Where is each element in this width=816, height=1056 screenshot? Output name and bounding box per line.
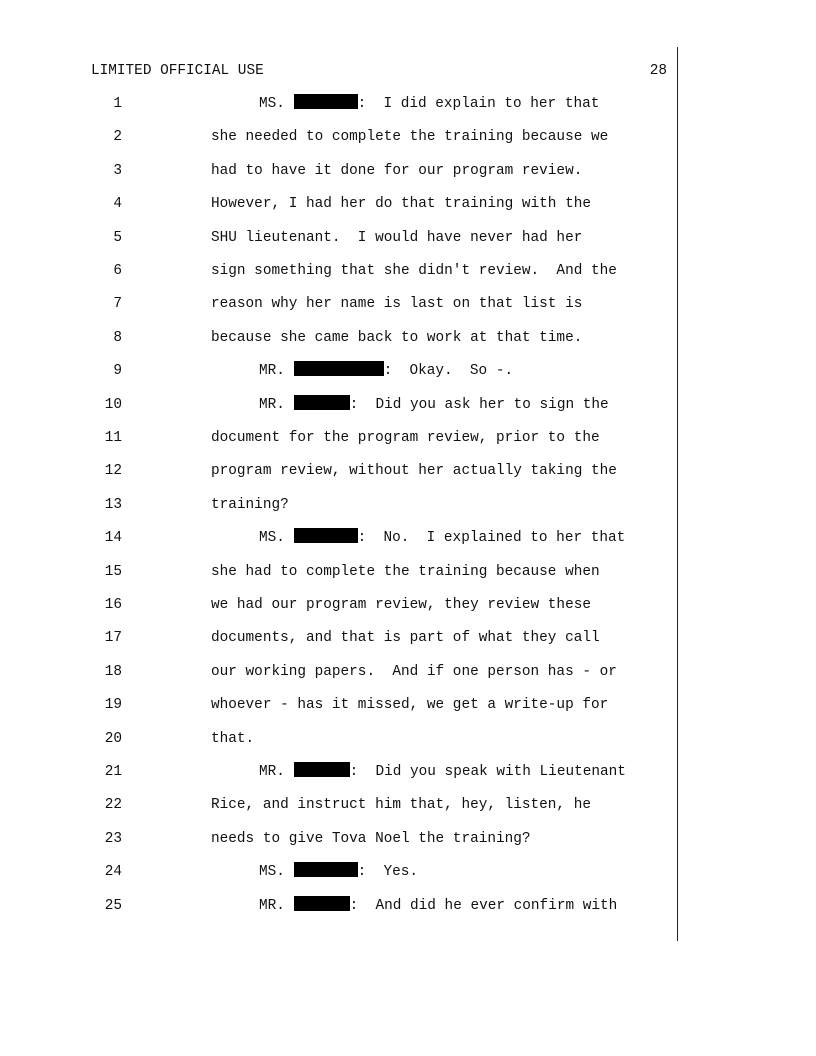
line-text: However, I had her do that training with the [211, 196, 591, 212]
transcript-line [211, 729, 254, 749]
transcript-line [259, 94, 599, 114]
line-text: program review, without her actually taking the [211, 463, 617, 479]
line-text: : Did you speak with Lieutenant [349, 764, 626, 780]
classification-label: LIMITED OFFICIAL USE [91, 63, 264, 79]
transcript-line [211, 461, 617, 481]
line-number: 23 [104, 831, 122, 847]
transcript-line [259, 361, 513, 381]
speaker-title: MR. [259, 397, 285, 413]
line-number: 24 [104, 864, 122, 880]
line-number: 25 [104, 898, 122, 914]
line-text: : Okay. So -. [383, 363, 514, 379]
line-text: our working papers. And if one person has - or [211, 664, 617, 680]
transcript-line [259, 395, 609, 415]
line-text: : No. I explained to her that [357, 530, 626, 546]
line-text: document for the program review, prior to the [211, 430, 600, 446]
redaction-box [294, 361, 384, 376]
transcript-line [211, 595, 591, 615]
line-number: 21 [104, 764, 122, 780]
line-text: needs to give Tova Noel the training? [211, 831, 531, 847]
redaction-box [294, 896, 350, 911]
line-text: training? [211, 497, 289, 513]
transcript-line [211, 261, 617, 281]
transcript-line [211, 228, 582, 248]
transcript-line [211, 161, 582, 181]
redaction-box [294, 395, 350, 410]
page-header [91, 61, 667, 81]
line-number: 6 [113, 263, 122, 279]
line-number: 7 [113, 296, 122, 312]
line-text: : Did you ask her to sign the [349, 397, 609, 413]
line-number: 1 [113, 96, 122, 112]
line-number: 19 [104, 697, 122, 713]
line-number: 15 [104, 564, 122, 580]
line-text: documents, and that is part of what they call [211, 630, 600, 646]
redaction-box [294, 862, 358, 877]
line-text: : And did he ever confirm with [349, 898, 618, 914]
speaker-title: MR. [259, 898, 285, 914]
speaker-title: MS. [259, 96, 285, 112]
transcript-line [259, 528, 625, 548]
line-text: that. [211, 731, 255, 747]
right-margin-rule [677, 47, 678, 941]
line-number: 20 [104, 731, 122, 747]
line-number: 11 [104, 430, 122, 446]
transcript-line [211, 294, 582, 314]
line-number: 14 [104, 530, 122, 546]
transcript-line [259, 896, 617, 916]
line-number: 2 [113, 129, 122, 145]
transcript-line [211, 562, 600, 582]
line-text: had to have it done for our program review. [211, 163, 583, 179]
transcript-line [259, 862, 418, 882]
speaker-title: MS. [259, 530, 285, 546]
speaker-title: MS. [259, 864, 285, 880]
transcript-line [211, 829, 531, 849]
line-text: we had our program review, they review these [211, 597, 591, 613]
line-text: : I did explain to her that [357, 96, 600, 112]
line-number: 12 [104, 463, 122, 479]
transcript-line [211, 127, 608, 147]
line-number: 22 [104, 797, 122, 813]
transcript-line [211, 662, 617, 682]
line-number: 4 [113, 196, 122, 212]
line-text: because she came back to work at that time. [211, 330, 583, 346]
redaction-box [294, 762, 350, 777]
transcript-line [211, 795, 591, 815]
line-text: she needed to complete the training because we [211, 129, 609, 145]
redaction-box [294, 528, 358, 543]
transcript-line [211, 194, 591, 214]
line-text: SHU lieutenant. I would have never had her [211, 230, 583, 246]
page-number: 28 [649, 63, 667, 79]
line-number: 3 [113, 163, 122, 179]
line-number: 13 [104, 497, 122, 513]
line-text: whoever - has it missed, we get a write-up for [211, 697, 609, 713]
transcript-line [211, 495, 289, 515]
transcript-line [211, 328, 582, 348]
line-number: 18 [104, 664, 122, 680]
transcript-line [259, 762, 626, 782]
line-number: 10 [104, 397, 122, 413]
transcript-line [211, 695, 608, 715]
line-number: 9 [113, 363, 122, 379]
line-number: 16 [104, 597, 122, 613]
redaction-box [294, 94, 358, 109]
line-text: she had to complete the training because when [211, 564, 600, 580]
line-number: 5 [113, 230, 122, 246]
line-number: 17 [104, 630, 122, 646]
line-text: sign something that she didn't review. And the [211, 263, 617, 279]
line-number: 8 [113, 330, 122, 346]
transcript-line [211, 628, 600, 648]
line-text: reason why her name is last on that list is [211, 296, 583, 312]
speaker-title: MR. [259, 764, 285, 780]
line-text: : Yes. [357, 864, 419, 880]
transcript-line [211, 428, 600, 448]
speaker-title: MR. [259, 363, 285, 379]
line-text: Rice, and instruct him that, hey, listen, he [211, 797, 591, 813]
